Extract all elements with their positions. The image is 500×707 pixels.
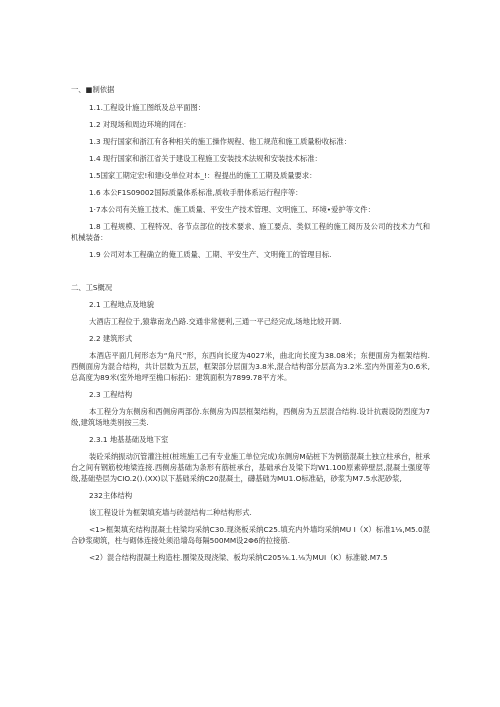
subsection-2-1-text: 大酒店工程位于,猿靠南龙凸路.交通非常便利,三通一平己经完成,场地比较开调. <box>89 317 342 326</box>
subsection-2-3-2-text: 该工程设计为框架填充墙与砖混结构二种结构形式. <box>89 508 252 517</box>
basis-item-1: 1.1.工程设计施工图纸及总平面图： <box>89 103 206 112</box>
subsection-2-3-1-text: 装砼采纳振动沉管灌注桩(桩班施工己有专业施工单位完成)东侧房M砧桩下为例筋混凝土独立柱承台，桩承台之间有钢筋校地梁连接.西侧房基础为条形有筋桩承台，基础承台及梁下均W1.100原素碎壁层,混凝土强度等级,基础垫层为CIO.2().(XX)以下基础采纳C20混凝土，礴基础为MU1.O标准砧，砂浆为M7.5水泥砂浆, <box>71 452 430 483</box>
subsection-2-3-text: 本工程分为东侧房和西侧房两部份.东侧房为四层框架结构，西侧房为五层混合结构.设计抗震设防烈度为7级,建筑场地类别按三类. <box>71 407 430 427</box>
subsection-2-2-title: 2.2 建筑形式 <box>89 334 133 343</box>
structure-item-2: <2）混合结构混凝土构造柱.圈梁及现浇梁、板均采纳C205⅛.1.⅛为MUI（K）标准破.M7.5 <box>89 553 388 562</box>
basis-item-6: 1.6 本公F1S09002国际质量体系标准,质收手册体系运行程序等： <box>89 188 303 197</box>
basis-item-9: 1.9 公司对本工程确立的俺工质量、工期、平安生产、文明俺工的管理目标. <box>89 250 332 259</box>
subsection-2-3-title: 2.3 工程结构 <box>89 390 133 399</box>
subsection-2-1-title: 2.1 工程地点及地貌 <box>89 300 155 309</box>
subsection-2-3-2-title: 232主体结构 <box>89 491 133 500</box>
structure-item-1: <1>框架填充结构混凝土柱梁均采纳C30.现浇板采纳C25.填充内外墙均采纳MU I（X）标准1⅛,M5.0混合砂浆砌筑，柱与砌体连接处须沿墙岛每隔500MM设2Φ6的拉接筋. <box>71 525 430 545</box>
basis-item-3: 1.3 现行国家和浙江有各种相关的施工操作规程、他工规范和施工质量粉收标准： <box>89 137 352 146</box>
subsection-2-3-1-title: 2.3.1 地基基础及地下室 <box>89 435 169 444</box>
basis-item-5: 1.5国家工期定宏!和建i殳单位对本_!：程提出的施工工期及质量要求： <box>89 171 317 180</box>
basis-item-8: 1.8 工程规模、工程特况、各节点部位的技术要求、施工要点、类似工程的施工阅历及公司的技术力气和机械装备： <box>71 222 430 242</box>
section1-heading: 一、■制依据 <box>71 85 115 94</box>
basis-item-7: 1·7本公司有关施工技术、施工质量、平安生产技术管理、文明施工、环境•爱护等文件： <box>89 205 375 214</box>
basis-item-4: 1.4 现行国家和浙江省关于建设工程施工安装技术法规和安装技术标准： <box>89 154 322 163</box>
subsection-2-2-text: 本酒店平面几何形态为“角尺”形，东西向长度为4027米，曲北向长度为38.08米；东便面房为框架结构.西侧面房为混合结构，共计层数为五层，框架部分层面为3.8米,混合结构部分层高为3.2米.室内外面差为0.6米,总高度为89米(室外地坪至檐口标拓)：建筑面积为7899.78平方米。 <box>71 351 430 382</box>
basis-item-2: 1.2 对现场和周边环境的同在： <box>89 120 191 129</box>
section2-heading: 二、工S概况 <box>71 283 113 292</box>
